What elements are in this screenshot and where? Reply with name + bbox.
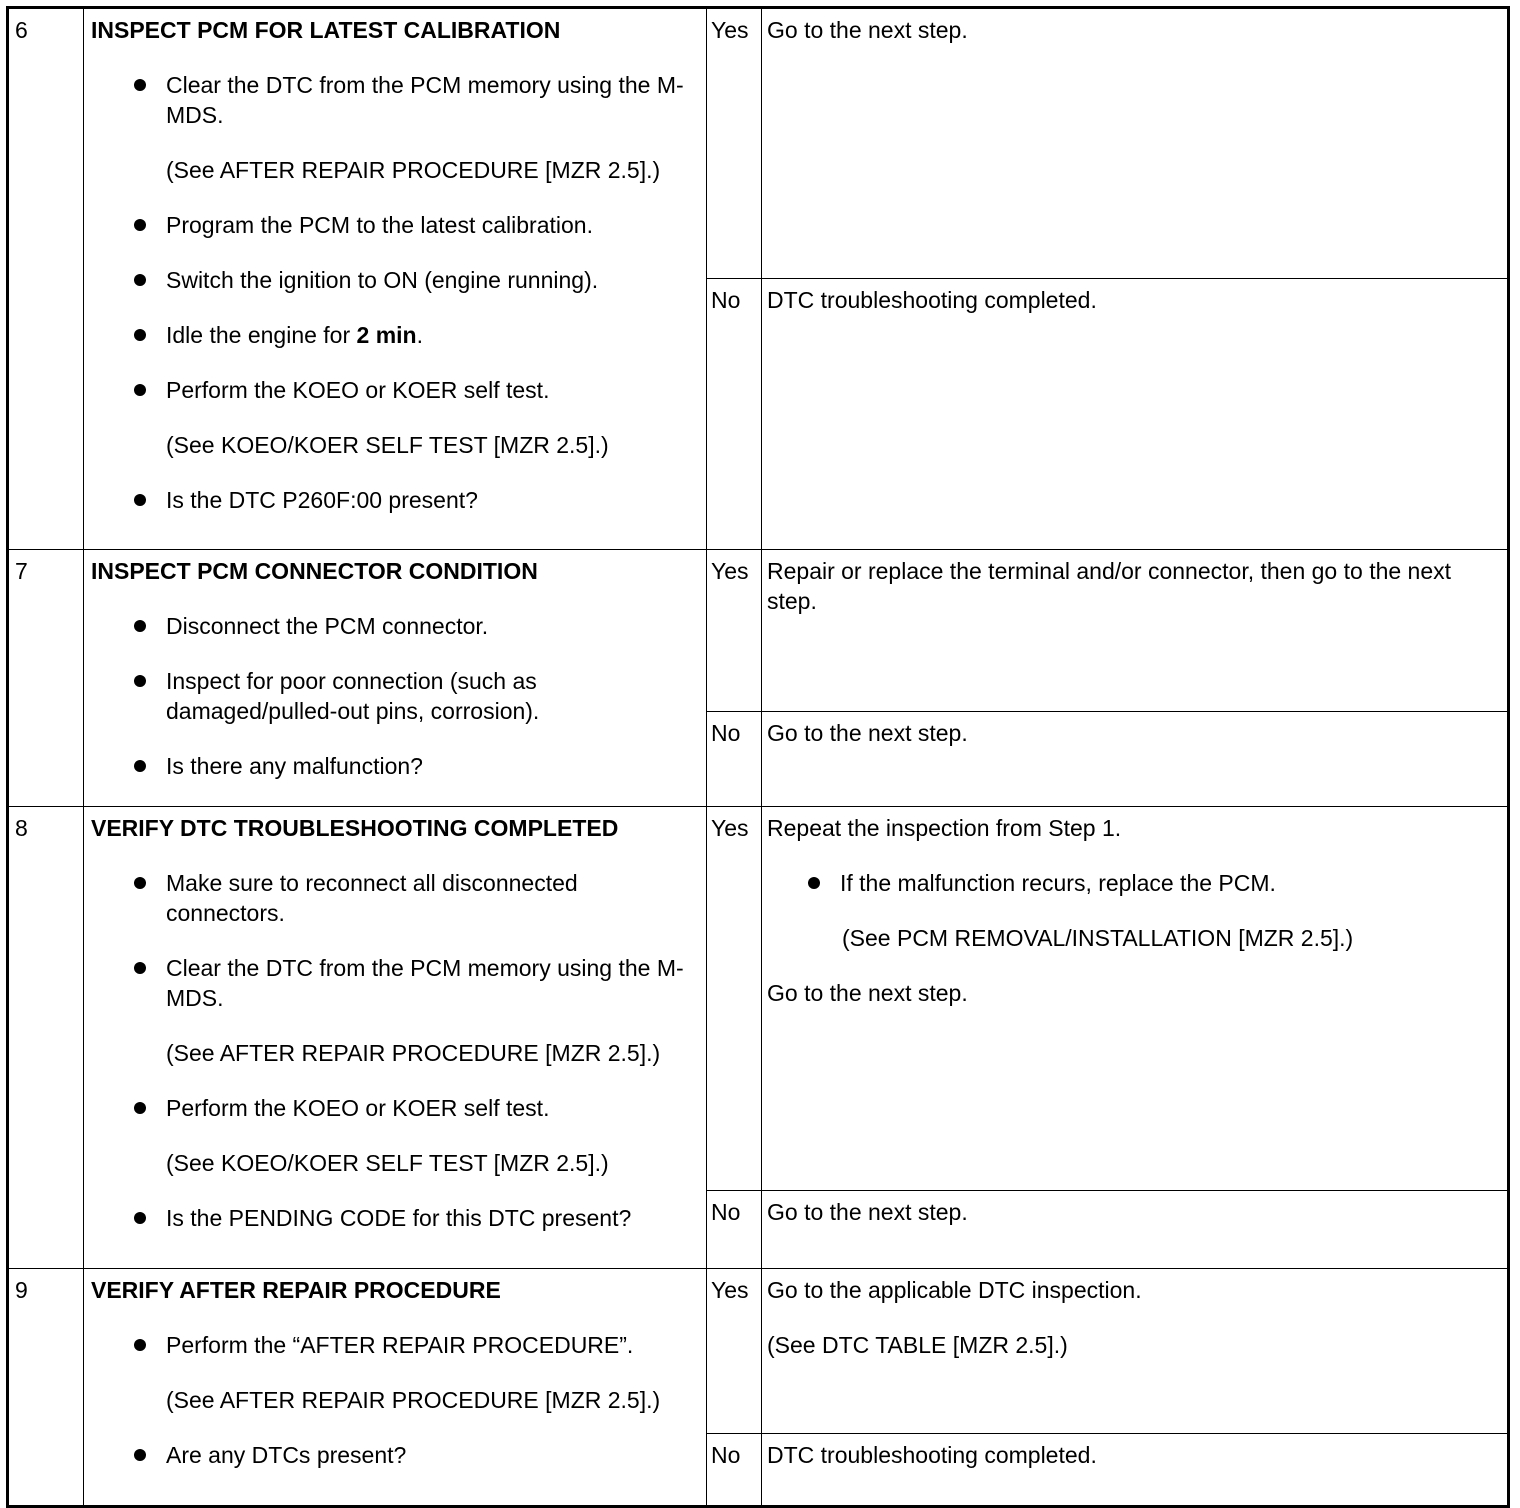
- step-title: VERIFY DTC TROUBLESHOOTING COMPLETED: [91, 815, 619, 841]
- result-item: If the malfunction recurs, replace the PCM.: [801, 868, 1497, 898]
- no-label: No: [707, 1434, 762, 1507]
- no-result: Go to the next step.: [762, 1191, 1509, 1269]
- action-question: Are any DTCs present?: [127, 1440, 700, 1470]
- step-number: 7: [8, 550, 84, 807]
- action-item: Inspect for poor connection (such as damaged/pulled-out pins, corrosion).: [127, 666, 700, 726]
- action-item: Clear the DTC from the PCM memory using the M-MDS.: [127, 70, 700, 130]
- step-row-7: [8, 550, 1509, 712]
- action-list: [91, 210, 700, 405]
- idle-duration: 2 min: [356, 322, 417, 348]
- action-list: [91, 868, 700, 1013]
- reference-note: (See DTC TABLE [MZR 2.5].): [767, 1332, 1068, 1358]
- troubleshooting-table: [6, 6, 1510, 1508]
- yes-label: Yes: [707, 807, 762, 1191]
- no-result: Go to the next step.: [762, 711, 1509, 806]
- action-question: Is the DTC P260F:00 present?: [127, 485, 700, 515]
- no-result: DTC troubleshooting completed.: [762, 1434, 1509, 1507]
- step-title: INSPECT PCM CONNECTOR CONDITION: [91, 558, 538, 584]
- step-number: 9: [8, 1269, 84, 1507]
- step-number: 8: [8, 807, 84, 1269]
- action-item: Clear the DTC from the PCM memory using the M-MDS.: [127, 953, 700, 1013]
- reference-note: (See KOEO/KOER SELF TEST [MZR 2.5].): [166, 1150, 609, 1176]
- reference-note: (See KOEO/KOER SELF TEST [MZR 2.5].): [166, 432, 609, 458]
- no-result: DTC troubleshooting completed.: [762, 279, 1509, 550]
- reference-note: (See AFTER REPAIR PROCEDURE [MZR 2.5].): [166, 157, 661, 183]
- action-item: Idle the engine for 2 min.: [127, 320, 700, 350]
- action-list: [91, 1440, 700, 1470]
- action-question: Is there any malfunction?: [127, 751, 700, 781]
- yes-label: Yes: [707, 550, 762, 712]
- action-list: [91, 1093, 700, 1123]
- step-action-cell: [84, 8, 707, 550]
- action-list: [91, 1330, 700, 1360]
- step-action-cell: [84, 1269, 707, 1507]
- reference-note: (See AFTER REPAIR PROCEDURE [MZR 2.5].): [166, 1040, 661, 1066]
- yes-result: [762, 1269, 1509, 1434]
- yes-label: Yes: [707, 8, 762, 279]
- step-row-8: [8, 807, 1509, 1191]
- action-list: [91, 485, 700, 515]
- step-number: 6: [8, 8, 84, 550]
- result-text: Go to the next step.: [767, 980, 968, 1006]
- reference-note: (See AFTER REPAIR PROCEDURE [MZR 2.5].): [166, 1387, 661, 1413]
- yes-label: Yes: [707, 1269, 762, 1434]
- reference-note: (See PCM REMOVAL/INSTALLATION [MZR 2.5].): [842, 925, 1354, 951]
- action-item: Disconnect the PCM connector.: [127, 611, 700, 641]
- result-list: [767, 868, 1497, 898]
- action-question: Is the PENDING CODE for this DTC present?: [127, 1203, 700, 1233]
- step-row-6: [8, 8, 1509, 279]
- action-list: [91, 611, 700, 781]
- yes-result: Repair or replace the terminal and/or connector, then go to the next step.: [762, 550, 1509, 712]
- result-text: Go to the applicable DTC inspection.: [767, 1277, 1142, 1303]
- yes-result: [762, 807, 1509, 1191]
- step-row-9: [8, 1269, 1509, 1434]
- no-label: No: [707, 279, 762, 550]
- action-item: Perform the “AFTER REPAIR PROCEDURE”.: [127, 1330, 700, 1360]
- action-list: [91, 1203, 700, 1233]
- step-title: VERIFY AFTER REPAIR PROCEDURE: [91, 1277, 501, 1303]
- step-action-cell: [84, 550, 707, 807]
- action-list: [91, 70, 700, 130]
- yes-result: Go to the next step.: [762, 8, 1509, 279]
- no-label: No: [707, 1191, 762, 1269]
- no-label: No: [707, 711, 762, 806]
- action-item: Switch the ignition to ON (engine running).: [127, 265, 700, 295]
- action-item: Make sure to reconnect all disconnected connectors.: [127, 868, 700, 928]
- action-item: Program the PCM to the latest calibration.: [127, 210, 700, 240]
- result-text: Repeat the inspection from Step 1.: [767, 815, 1122, 841]
- step-action-cell: [84, 807, 707, 1269]
- action-item: Perform the KOEO or KOER self test.: [127, 1093, 700, 1123]
- step-title: INSPECT PCM FOR LATEST CALIBRATION: [91, 17, 561, 43]
- action-item: Perform the KOEO or KOER self test.: [127, 375, 700, 405]
